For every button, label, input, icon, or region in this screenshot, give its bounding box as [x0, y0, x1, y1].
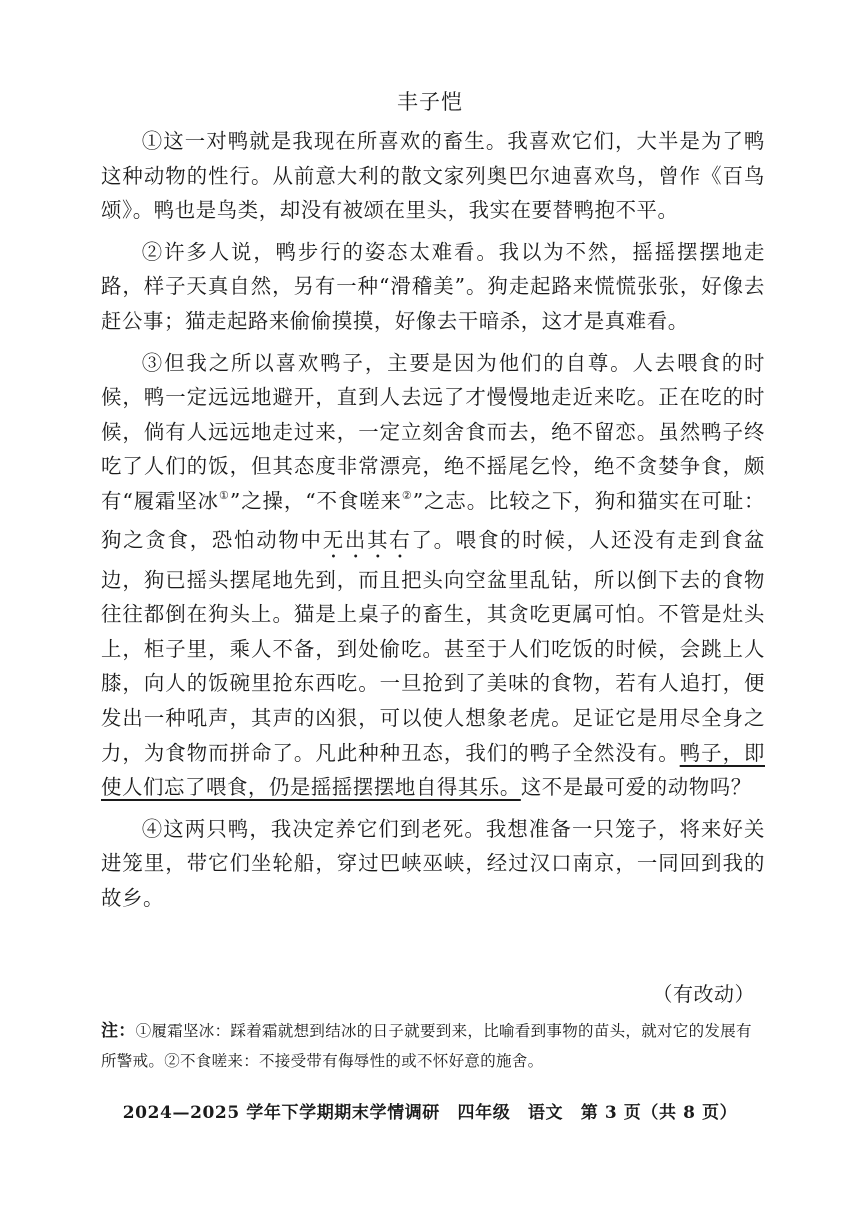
- paragraph-2: ②许多人说，鸭步行的姿态太难看。我以为不然，摇摇摆摆地走路，样子天真自然，另有一种“滑稽美”。狗走起路来慌慌张张，好像去赶公事；猫走起路来偷偷摸摸，好像去干暗杀，这才是真难看。: [101, 239, 765, 333]
- footnotes-label: 注：: [101, 1021, 136, 1041]
- paragraph-3-text-b: ”之操，“不食嗟来: [229, 488, 402, 513]
- footnote-marker-1: ①: [219, 488, 230, 502]
- paragraph-4: ④这两只鸭，我决定养它们到老死。我想准备一只笼子，将来好关进笼里，带它们坐轮船，穿过巴峡巫峡，经过汉口南京，一同回到我的故乡。: [101, 816, 765, 910]
- paragraph-3-text-c: ”之志。比较之下，狗和猫实在可耻：狗之贪食，恐怕动物中: [101, 488, 766, 552]
- underlined-sentence: 鸭子，即使人们忘了喂食，仍是摇摇摆摆地自得其乐。: [101, 740, 765, 800]
- paragraph-1: ①这一对鸭就是我现在所喜欢的畜生。我喜欢它们，大半是为了鸭这种动物的性行。从前意大利的散文家列奥巴尔迪喜欢鸟，曾作《百鸟颂》。鸭也是鸟类，却没有被颂在里头，我实在要替鸭抱不平。: [101, 129, 765, 223]
- paragraph-3-text-a: ③但我之所以喜欢鸭子，主要是因为他们的自尊。人去喂食的时候，鸭一定远远地避开，直到人去远了才慢慢地走近来吃。正在吃的时候，倘有人远远地走过来，一定立刻舍食而去，绝不留恋。虽然鸭子终吃了人们的饭，但其态度非常漂亮，绝不摇尾乞怜，绝不贪婪争食，颇有“履霜坚冰: [101, 350, 765, 513]
- emphasized-phrase: 无出其右: [322, 527, 412, 552]
- page-footer: 2024—2025 学年下学期期末学情调研 四年级 语文 第 3 页（共 8 页）: [122, 1103, 738, 1123]
- author-name: 丰子恺: [397, 90, 463, 114]
- paragraph-3-text-e: 这不是最可爱的动物吗？: [520, 775, 752, 800]
- footnote-marker-2: ②: [401, 488, 413, 502]
- paragraph-3-text-d: 了。喂食的时候，人还没有走到食盆边，狗已摇头摆尾地先到，而且把头向空盆里乱钻，所以倒下去的食物往往都倒在狗头上。猫是上桌子的畜生，其贪吃更属可怕。不管是灶头上，柜子里，乘人不备，到处偷吃。甚至于人们吃饭的时候，会跳上人膝，向人的饭碗里抢东西吃。一旦抢到了美味的食物，若有人追打，便发出一种吼声，其声的凶狠，可以使人想象老虎。足证它是用尽全身之力，为食物而拼命了。凡此种种丑态，我们的鸭子全然没有。: [101, 527, 766, 765]
- footnotes: [101, 1016, 765, 1076]
- footnotes-text: ①履霜坚冰：踩着霜就想到结冰的日子就要到来，比喻看到事物的苗头，就对它的发展有所警戒。②不食嗟来：不接受带有侮辱性的或不怀好意的施舍。: [101, 1022, 752, 1070]
- revision-note: （有改动）: [652, 982, 755, 1006]
- paragraph-3: [101, 346, 765, 805]
- article-body: [101, 124, 765, 922]
